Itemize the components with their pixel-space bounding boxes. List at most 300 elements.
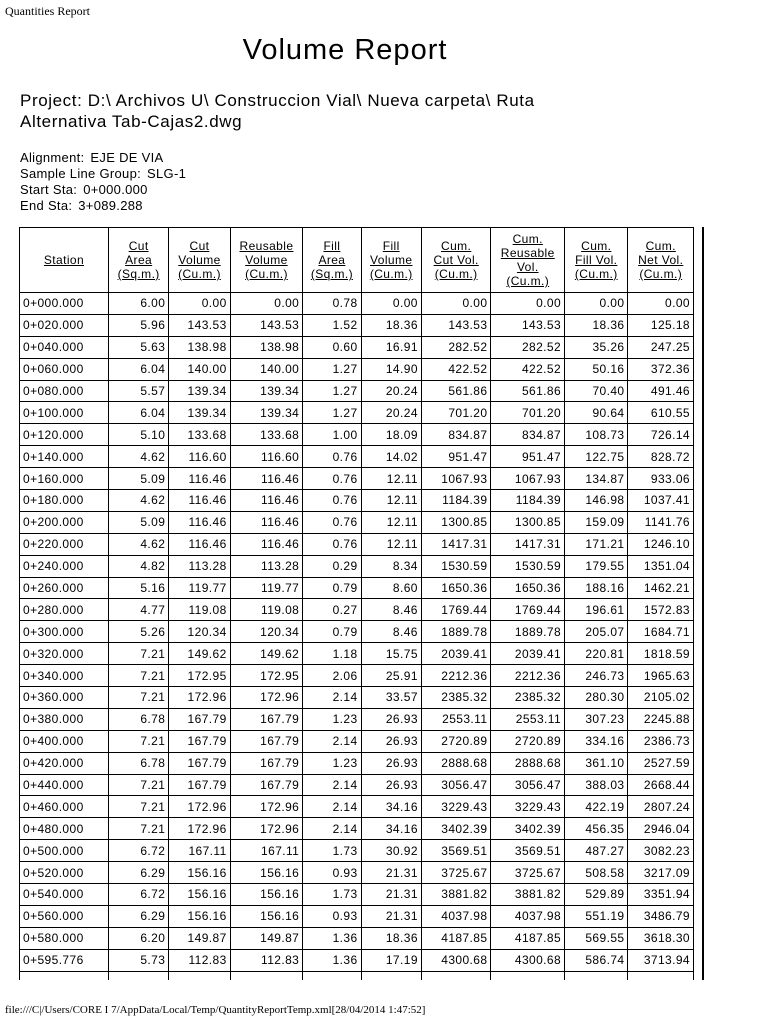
value-cell: 2.06 [303,665,361,687]
table-row [20,380,694,402]
station-cell: 0+040.000 [20,336,109,358]
value-cell: 1300.85 [491,511,565,533]
station-cell: 0+340.000 [20,665,109,687]
value-cell: 140.00 [169,358,230,380]
table-body [20,293,694,981]
station-cell: 0+460.000 [20,796,109,818]
value-cell: 3402.39 [421,818,491,840]
table-row [20,687,694,709]
value-cell: 26.93 [361,708,421,730]
table-row [20,752,694,774]
value-cell: 7.21 [108,643,168,665]
value-cell: 116.60 [169,446,230,468]
value-cell: 2888.68 [491,752,565,774]
value-cell: 1.27 [303,380,361,402]
table-row [20,818,694,840]
table-row [20,358,694,380]
station-cell: 0+220.000 [20,533,109,555]
value-cell: 4187.85 [421,927,491,949]
column-header [628,228,694,293]
station-cell: 0+420.000 [20,752,109,774]
value-cell: 2553.11 [421,708,491,730]
column-header-line: (Cu.m.) [434,267,478,281]
value-cell: 4.62 [108,446,168,468]
table-row [20,424,694,446]
value-cell: 116.46 [169,490,230,512]
value-cell: 3713.94 [628,949,694,971]
station-cell: 0+580.000 [20,927,109,949]
value-cell: 139.34 [169,380,230,402]
value-cell: 282.52 [421,336,491,358]
station-cell: 0+360.000 [20,687,109,709]
station-cell: 0+540.000 [20,884,109,906]
column-header-line: Volume [245,253,288,267]
value-cell: 4.62 [108,490,168,512]
value-cell: 246.73 [565,665,628,687]
value-cell: 1818.59 [628,643,694,665]
column-header-line: (Cu.m.) [369,267,413,281]
value-cell: 15.75 [361,643,421,665]
value-cell: 529.89 [565,884,628,906]
value-cell: 20.24 [361,402,421,424]
station-cell: 0+060.000 [20,358,109,380]
value-cell: 8.34 [361,555,421,577]
value-cell: 1.18 [303,643,361,665]
empty-cell [169,971,230,980]
value-cell: 6.04 [108,402,168,424]
value-cell: 112.83 [230,949,303,971]
table-row-partial [20,971,694,980]
value-cell: 0.00 [230,293,303,315]
value-cell: 113.28 [169,555,230,577]
value-cell: 4037.98 [421,905,491,927]
value-cell: 167.11 [169,840,230,862]
value-cell: 247.25 [628,336,694,358]
value-cell: 18.36 [361,314,421,336]
value-cell: 610.55 [628,402,694,424]
station-cell: 0+520.000 [20,862,109,884]
value-cell: 1769.44 [491,599,565,621]
value-cell: 422.52 [421,358,491,380]
value-cell: 149.62 [169,643,230,665]
value-cell: 0.79 [303,621,361,643]
end-station-value: 3+089.288 [78,198,143,213]
value-cell: 1.00 [303,424,361,446]
value-cell: 508.58 [565,862,628,884]
station-cell: 0+140.000 [20,446,109,468]
column-header [491,228,565,293]
value-cell: 119.08 [230,599,303,621]
value-cell: 6.78 [108,752,168,774]
browser-page-title: Quantities Report [5,4,90,18]
value-cell: 456.35 [565,818,628,840]
value-cell: 2039.41 [421,643,491,665]
value-cell: 5.96 [108,314,168,336]
value-cell: 3618.30 [628,927,694,949]
value-cell: 5.10 [108,424,168,446]
value-cell: 12.11 [361,511,421,533]
station-cell: 0+595.776 [20,949,109,971]
value-cell: 569.55 [565,927,628,949]
value-cell: 1067.93 [491,468,565,490]
table-row [20,730,694,752]
value-cell: 119.08 [169,599,230,621]
table-row [20,533,694,555]
value-cell: 156.16 [230,905,303,927]
value-cell: 1530.59 [421,555,491,577]
station-cell: 0+100.000 [20,402,109,424]
column-header-line: Cum. [441,239,472,253]
value-cell: 139.34 [169,402,230,424]
value-cell: 116.46 [169,533,230,555]
column-header-line: (Cu.m.) [506,274,550,288]
start-station-label: Start Sta: [20,182,78,197]
value-cell: 3725.67 [491,862,565,884]
value-cell: 1650.36 [421,577,491,599]
value-cell: 5.09 [108,511,168,533]
value-cell: 1889.78 [491,621,565,643]
value-cell: 7.21 [108,818,168,840]
table-row [20,708,694,730]
value-cell: 116.46 [230,490,303,512]
table-header-row [20,228,694,293]
value-cell: 0.76 [303,533,361,555]
value-cell: 5.73 [108,949,168,971]
value-cell: 156.16 [230,862,303,884]
value-cell: 3569.51 [491,840,565,862]
value-cell: 334.16 [565,730,628,752]
table-row [20,468,694,490]
column-header-line: Reusable [500,246,555,260]
table-row [20,774,694,796]
value-cell: 933.06 [628,468,694,490]
value-cell: 171.21 [565,533,628,555]
value-cell: 1300.85 [421,511,491,533]
value-cell: 172.96 [169,818,230,840]
column-header-line: (Sq.m.) [117,267,160,281]
value-cell: 1417.31 [421,533,491,555]
table-row [20,293,694,315]
project-path [20,90,700,132]
value-cell: 3569.51 [421,840,491,862]
table-row [20,555,694,577]
value-cell: 3402.39 [491,818,565,840]
column-header [108,228,168,293]
table-row [20,599,694,621]
station-cell: 0+560.000 [20,905,109,927]
value-cell: 1.52 [303,314,361,336]
value-cell: 2212.36 [421,665,491,687]
value-cell: 2.14 [303,818,361,840]
value-cell: 0.00 [565,293,628,315]
value-cell: 149.62 [230,643,303,665]
table-row [20,621,694,643]
column-header [303,228,361,293]
value-cell: 0.00 [491,293,565,315]
station-cell: 0+000.000 [20,293,109,315]
column-header-line: (Sq.m.) [310,267,353,281]
value-cell: 113.28 [230,555,303,577]
value-cell: 112.83 [169,949,230,971]
value-cell: 119.77 [230,577,303,599]
table-row [20,577,694,599]
column-header [20,228,109,293]
column-header [421,228,491,293]
value-cell: 2212.36 [491,665,565,687]
station-cell: 0+280.000 [20,599,109,621]
value-cell: 2386.73 [628,730,694,752]
sample-line-group-label: Sample Line Group: [20,166,142,181]
column-header-line: (Cu.m.) [245,267,288,281]
alignment-row [20,150,186,166]
station-cell: 0+020.000 [20,314,109,336]
value-cell: 1184.39 [491,490,565,512]
project-line-2: Alternativa Tab-Cajas2.dwg [20,112,243,131]
value-cell: 2.14 [303,730,361,752]
value-cell: 90.64 [565,402,628,424]
value-cell: 0.76 [303,511,361,533]
project-line-1: Project: D:\ Archivos U\ Construccion Vial\ Nueva carpeta\ Ruta [20,91,535,110]
value-cell: 18.36 [565,314,628,336]
table-row [20,862,694,884]
start-station-value: 0+000.000 [83,182,148,197]
station-cell: 0+440.000 [20,774,109,796]
value-cell: 0.27 [303,599,361,621]
column-header-line: Net Vol. [638,253,684,267]
column-header [565,228,628,293]
table-row [20,949,694,971]
value-cell: 951.47 [421,446,491,468]
value-cell: 6.72 [108,884,168,906]
value-cell: 21.31 [361,905,421,927]
station-cell: 0+200.000 [20,511,109,533]
value-cell: 701.20 [491,402,565,424]
value-cell: 3056.47 [421,774,491,796]
value-cell: 34.16 [361,796,421,818]
value-cell: 172.96 [169,796,230,818]
table-row [20,884,694,906]
value-cell: 167.79 [230,774,303,796]
value-cell: 116.46 [230,533,303,555]
value-cell: 2888.68 [421,752,491,774]
value-cell: 138.98 [230,336,303,358]
value-cell: 551.19 [565,905,628,927]
value-cell: 3217.09 [628,862,694,884]
value-cell: 159.09 [565,511,628,533]
value-cell: 167.79 [230,730,303,752]
value-cell: 1.27 [303,402,361,424]
station-cell: 0+180.000 [20,490,109,512]
empty-cell [303,971,361,980]
station-cell: 0+080.000 [20,380,109,402]
column-header-line: Cut [189,239,210,253]
value-cell: 0.00 [169,293,230,315]
value-cell: 2039.41 [491,643,565,665]
value-cell: 0.29 [303,555,361,577]
value-cell: 2553.11 [491,708,565,730]
value-cell: 0.76 [303,446,361,468]
value-cell: 1965.63 [628,665,694,687]
value-cell: 1184.39 [421,490,491,512]
value-cell: 116.46 [169,511,230,533]
column-header-line: Cum. [512,232,543,246]
value-cell: 34.16 [361,818,421,840]
value-cell: 143.53 [421,314,491,336]
value-cell: 3351.94 [628,884,694,906]
value-cell: 0.79 [303,577,361,599]
value-cell: 12.11 [361,468,421,490]
sample-line-group-row [20,166,186,182]
value-cell: 196.61 [565,599,628,621]
value-cell: 5.16 [108,577,168,599]
value-cell: 1650.36 [491,577,565,599]
value-cell: 172.96 [230,687,303,709]
value-cell: 307.23 [565,708,628,730]
station-cell: 0+380.000 [20,708,109,730]
start-station-row [20,182,186,198]
value-cell: 6.00 [108,293,168,315]
value-cell: 3881.82 [491,884,565,906]
value-cell: 220.81 [565,643,628,665]
value-cell: 4300.68 [421,949,491,971]
value-cell: 0.93 [303,862,361,884]
column-header-line: Fill Vol. [575,253,618,267]
column-header-line: Vol. [516,260,539,274]
value-cell: 834.87 [421,424,491,446]
column-header [169,228,230,293]
value-cell: 7.21 [108,796,168,818]
value-cell: 18.09 [361,424,421,446]
value-cell: 172.96 [230,818,303,840]
value-cell: 3229.43 [421,796,491,818]
value-cell: 4.82 [108,555,168,577]
value-cell: 25.91 [361,665,421,687]
value-cell: 3725.67 [421,862,491,884]
value-cell: 1351.04 [628,555,694,577]
value-cell: 4037.98 [491,905,565,927]
alignment-value: EJE DE VIA [90,150,164,165]
value-cell: 280.30 [565,687,628,709]
value-cell: 156.16 [230,884,303,906]
value-cell: 1530.59 [491,555,565,577]
value-cell: 21.31 [361,862,421,884]
value-cell: 1572.83 [628,599,694,621]
station-cell: 0+320.000 [20,643,109,665]
value-cell: 372.36 [628,358,694,380]
value-cell: 1.73 [303,884,361,906]
value-cell: 139.34 [230,380,303,402]
value-cell: 167.79 [169,774,230,796]
value-cell: 1.27 [303,358,361,380]
value-cell: 4.77 [108,599,168,621]
column-header-line: (Cu.m.) [639,267,683,281]
value-cell: 726.14 [628,424,694,446]
value-cell: 828.72 [628,446,694,468]
column-header-line: Volume [178,253,221,267]
table-row [20,490,694,512]
value-cell: 16.91 [361,336,421,358]
value-cell: 0.76 [303,468,361,490]
empty-cell [230,971,303,980]
value-cell: 1141.76 [628,511,694,533]
value-cell: 5.63 [108,336,168,358]
column-header-line: Fill [323,239,341,253]
value-cell: 388.03 [565,774,628,796]
station-cell: 0+400.000 [20,730,109,752]
value-cell: 125.18 [628,314,694,336]
value-cell: 2720.89 [491,730,565,752]
station-cell: 0+500.000 [20,840,109,862]
value-cell: 167.79 [230,752,303,774]
empty-cell [421,971,491,980]
value-cell: 17.19 [361,949,421,971]
table-row [20,402,694,424]
value-cell: 4187.85 [491,927,565,949]
table-row [20,796,694,818]
value-cell: 149.87 [230,927,303,949]
value-cell: 14.02 [361,446,421,468]
value-cell: 2.14 [303,774,361,796]
value-cell: 12.11 [361,490,421,512]
value-cell: 3486.79 [628,905,694,927]
table-row [20,314,694,336]
empty-cell [108,971,168,980]
value-cell: 156.16 [169,884,230,906]
value-cell: 6.04 [108,358,168,380]
value-cell: 7.21 [108,687,168,709]
value-cell: 2385.32 [491,687,565,709]
value-cell: 6.78 [108,708,168,730]
value-cell: 3881.82 [421,884,491,906]
value-cell: 143.53 [230,314,303,336]
value-cell: 7.21 [108,730,168,752]
column-header-line: (Cu.m.) [178,267,221,281]
column-header-line: Cut Vol. [433,253,479,267]
value-cell: 139.34 [230,402,303,424]
value-cell: 172.95 [230,665,303,687]
value-cell: 1417.31 [491,533,565,555]
value-cell: 1037.41 [628,490,694,512]
value-cell: 1462.21 [628,577,694,599]
value-cell: 2807.24 [628,796,694,818]
value-cell: 35.26 [565,336,628,358]
value-cell: 3229.43 [491,796,565,818]
value-cell: 3082.23 [628,840,694,862]
value-cell: 701.20 [421,402,491,424]
value-cell: 116.46 [230,511,303,533]
value-cell: 1684.71 [628,621,694,643]
value-cell: 20.24 [361,380,421,402]
value-cell: 0.00 [421,293,491,315]
value-cell: 30.92 [361,840,421,862]
value-cell: 8.60 [361,577,421,599]
value-cell: 188.16 [565,577,628,599]
value-cell: 33.57 [361,687,421,709]
empty-cell [20,971,109,980]
value-cell: 8.46 [361,599,421,621]
volume-table-container [19,227,704,980]
value-cell: 6.20 [108,927,168,949]
end-station-label: End Sta: [20,198,73,213]
value-cell: 122.75 [565,446,628,468]
value-cell: 834.87 [491,424,565,446]
value-cell: 116.60 [230,446,303,468]
value-cell: 951.47 [491,446,565,468]
value-cell: 6.29 [108,905,168,927]
value-cell: 0.76 [303,490,361,512]
value-cell: 3056.47 [491,774,565,796]
value-cell: 26.93 [361,752,421,774]
